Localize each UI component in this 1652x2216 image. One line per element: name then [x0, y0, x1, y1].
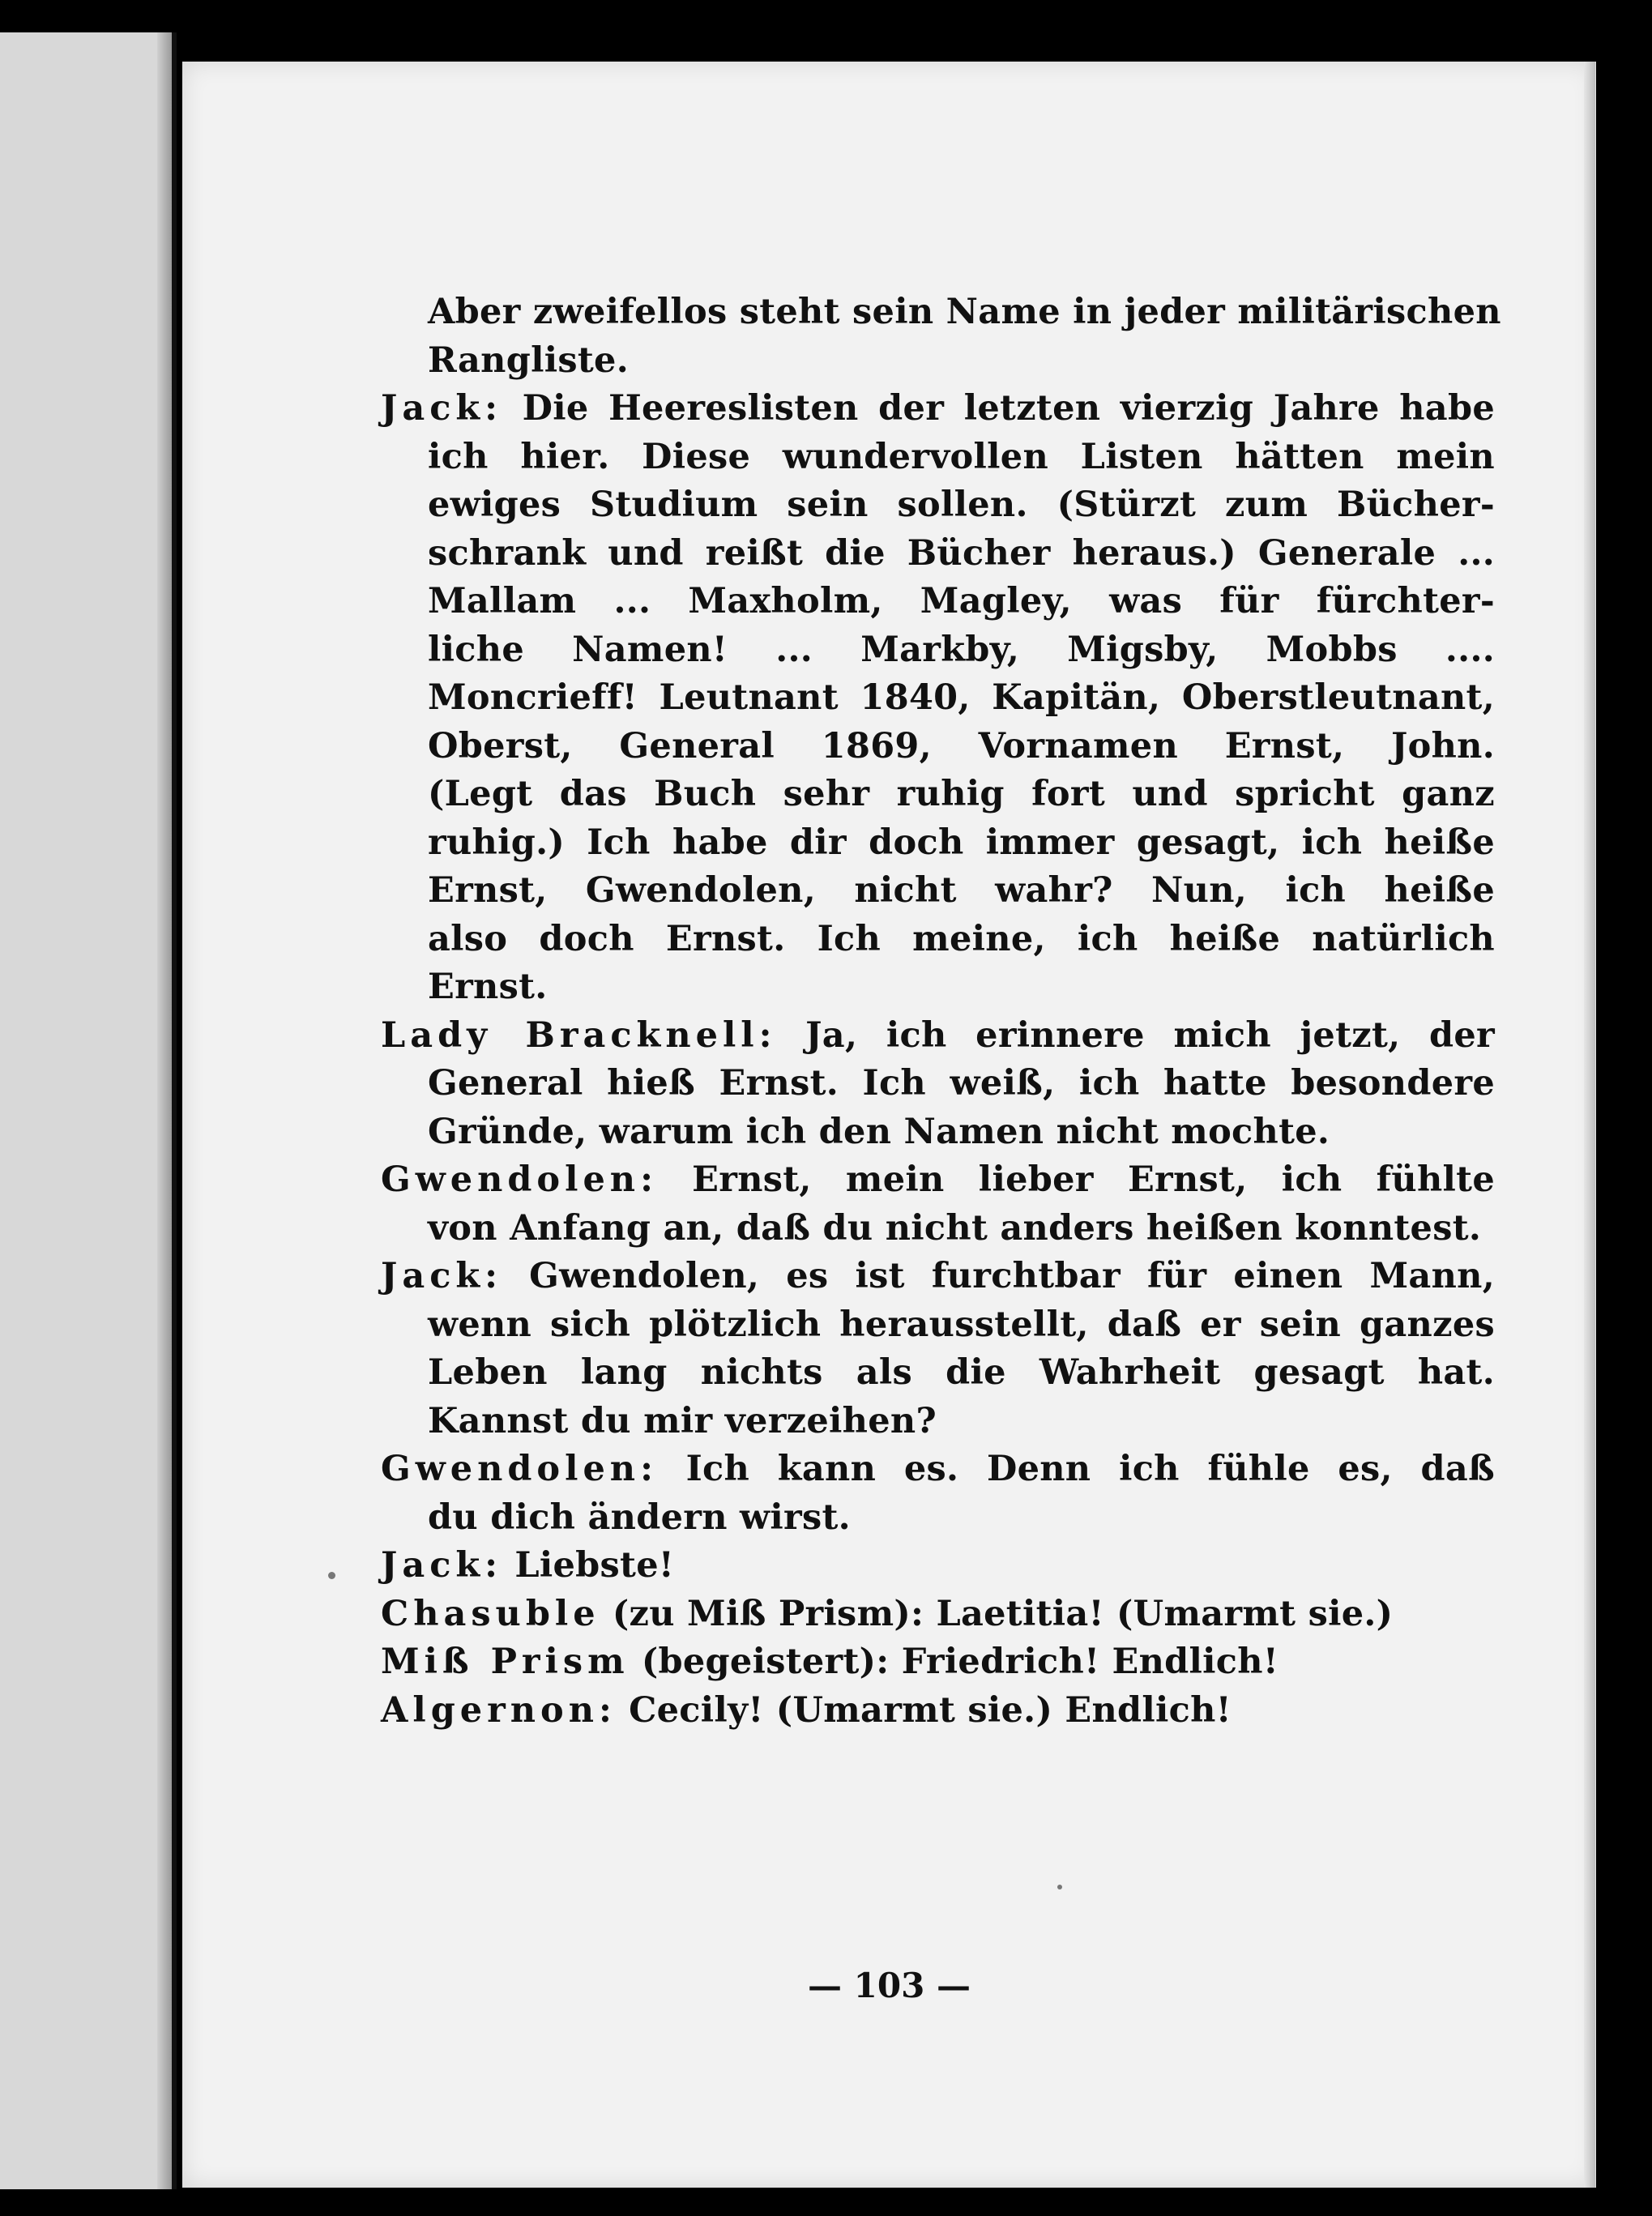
- line-text: Leben lang nichts als die Wahrheit gesagt hat.: [428, 1352, 1495, 1393]
- text-line: [381, 674, 1495, 723]
- line-text: du dich ändern wirst.: [428, 1497, 851, 1538]
- line-text: schrank und reißt die Bücher heraus.) Generale ...: [428, 532, 1495, 574]
- text-line: [381, 1108, 1495, 1157]
- line-text: wenn sich plötzlich herausstellt, daß er sein ganzes: [428, 1304, 1495, 1345]
- speaker-name: Jack:: [381, 1545, 503, 1586]
- line-text: (Legt das Buch sehr ruhig fort und spricht ganz: [428, 774, 1495, 814]
- speaker-name: Jack:: [381, 388, 503, 429]
- line-text: also doch Ernst. Ich meine, ich heiße natürlich: [428, 918, 1495, 959]
- page-number: — 103 —: [808, 1966, 971, 2005]
- text-line: [381, 578, 1495, 626]
- text-line: [381, 723, 1495, 771]
- line-text: Ich kann es. Denn ich fühle es, daß: [657, 1449, 1495, 1489]
- speaker-name: Chasuble: [381, 1593, 600, 1634]
- text-line: [381, 1012, 1495, 1061]
- text-line: [381, 867, 1495, 916]
- text-line: [381, 916, 1495, 964]
- text-line: [381, 530, 1495, 579]
- left-page-edge: [0, 32, 177, 2189]
- speaker-name: Gwendolen:: [381, 1449, 658, 1489]
- text-line: [381, 771, 1495, 819]
- line-text: Liebste!: [502, 1545, 675, 1586]
- line-text: Rangliste.: [428, 339, 629, 381]
- line-text: liche Namen! ... Markby, Migsby, Mobbs ....: [428, 629, 1495, 670]
- text-line: [381, 1638, 1495, 1687]
- line-text: Aber zweifellos steht sein Name in jeder militärischen: [428, 292, 1501, 332]
- line-text: Ernst, mein lieber Ernst, ich fühlte: [657, 1159, 1495, 1200]
- line-text: Gwendolen, es ist furchtbar für einen Mann,: [502, 1256, 1495, 1296]
- line-text: Ernst.: [428, 967, 548, 1007]
- book-page: [182, 62, 1596, 2188]
- text-line: [381, 1445, 1495, 1494]
- line-text: ruhig.) Ich habe dir doch immer gesagt, ich heiße: [428, 822, 1495, 863]
- text-line: [381, 626, 1495, 675]
- line-text: Gründe, warum ich den Namen nicht mochte.: [428, 1111, 1330, 1152]
- text-line: [381, 433, 1495, 482]
- text-line: [381, 819, 1495, 868]
- text-line: [381, 385, 1495, 433]
- line-text: Mallam ... Maxholm, Magley, was für fürchter-: [428, 581, 1495, 621]
- text-line: [381, 963, 1495, 1012]
- line-text: Kannst du mir verzeihen?: [428, 1400, 937, 1441]
- text-line: [381, 1398, 1495, 1446]
- page-right-edge: [1584, 62, 1595, 2188]
- line-text: Ja, ich erinnere mich jetzt, der: [776, 1014, 1496, 1056]
- line-text: Ernst, Gwendolen, nicht wahr? Nun, ich heiße: [428, 870, 1495, 911]
- speaker-name: Gwendolen:: [381, 1159, 658, 1200]
- line-text: (zu Miß Prism): Laetitia! (Umarmt sie.): [600, 1593, 1394, 1634]
- text-line: [381, 1349, 1495, 1398]
- text-line: [381, 1205, 1495, 1253]
- text-line: [381, 1156, 1495, 1205]
- text-line: [381, 1687, 1495, 1736]
- line-text: ich hier. Diese wundervollen Listen hätten mein: [428, 436, 1495, 477]
- text-line: [381, 288, 1501, 337]
- line-text: ewiges Studium sein sollen. (Stürzt zum Bücher-: [428, 485, 1495, 525]
- speaker-name: Lady Bracknell:: [381, 1014, 777, 1056]
- text-line: [381, 1301, 1495, 1350]
- left-page-shadow: [157, 32, 172, 2189]
- text-line: [381, 1590, 1495, 1639]
- line-text: Die Heereslisten der letzten vierzig Jahre habe: [502, 388, 1495, 429]
- speaker-name: Algernon:: [381, 1689, 617, 1731]
- text-line: [381, 1542, 1495, 1590]
- text-line: [381, 1494, 1495, 1543]
- line-text: (begeistert): Friedrich! Endlich!: [629, 1642, 1279, 1682]
- line-text: Cecily! (Umarmt sie.) Endlich!: [616, 1689, 1232, 1731]
- text-line: [381, 1060, 1495, 1108]
- speck: [328, 1572, 335, 1579]
- line-text: Oberst, General 1869, Vornamen Ernst, John.: [428, 725, 1495, 766]
- text-line: [381, 481, 1495, 530]
- line-text: Moncrieff! Leutnant 1840, Kapitän, Oberstleutnant,: [428, 677, 1495, 718]
- line-text: von Anfang an, daß du nicht anders heißen konntest.: [428, 1207, 1482, 1249]
- speck: [1057, 1885, 1062, 1889]
- speaker-name: Miß Prism: [381, 1642, 630, 1682]
- line-text: General hieß Ernst. Ich weiß, ich hatte besondere: [428, 1063, 1495, 1104]
- text-line: [381, 337, 1495, 386]
- speaker-name: Jack:: [381, 1256, 503, 1296]
- page-text: [381, 288, 1501, 1735]
- text-line: [381, 1253, 1495, 1301]
